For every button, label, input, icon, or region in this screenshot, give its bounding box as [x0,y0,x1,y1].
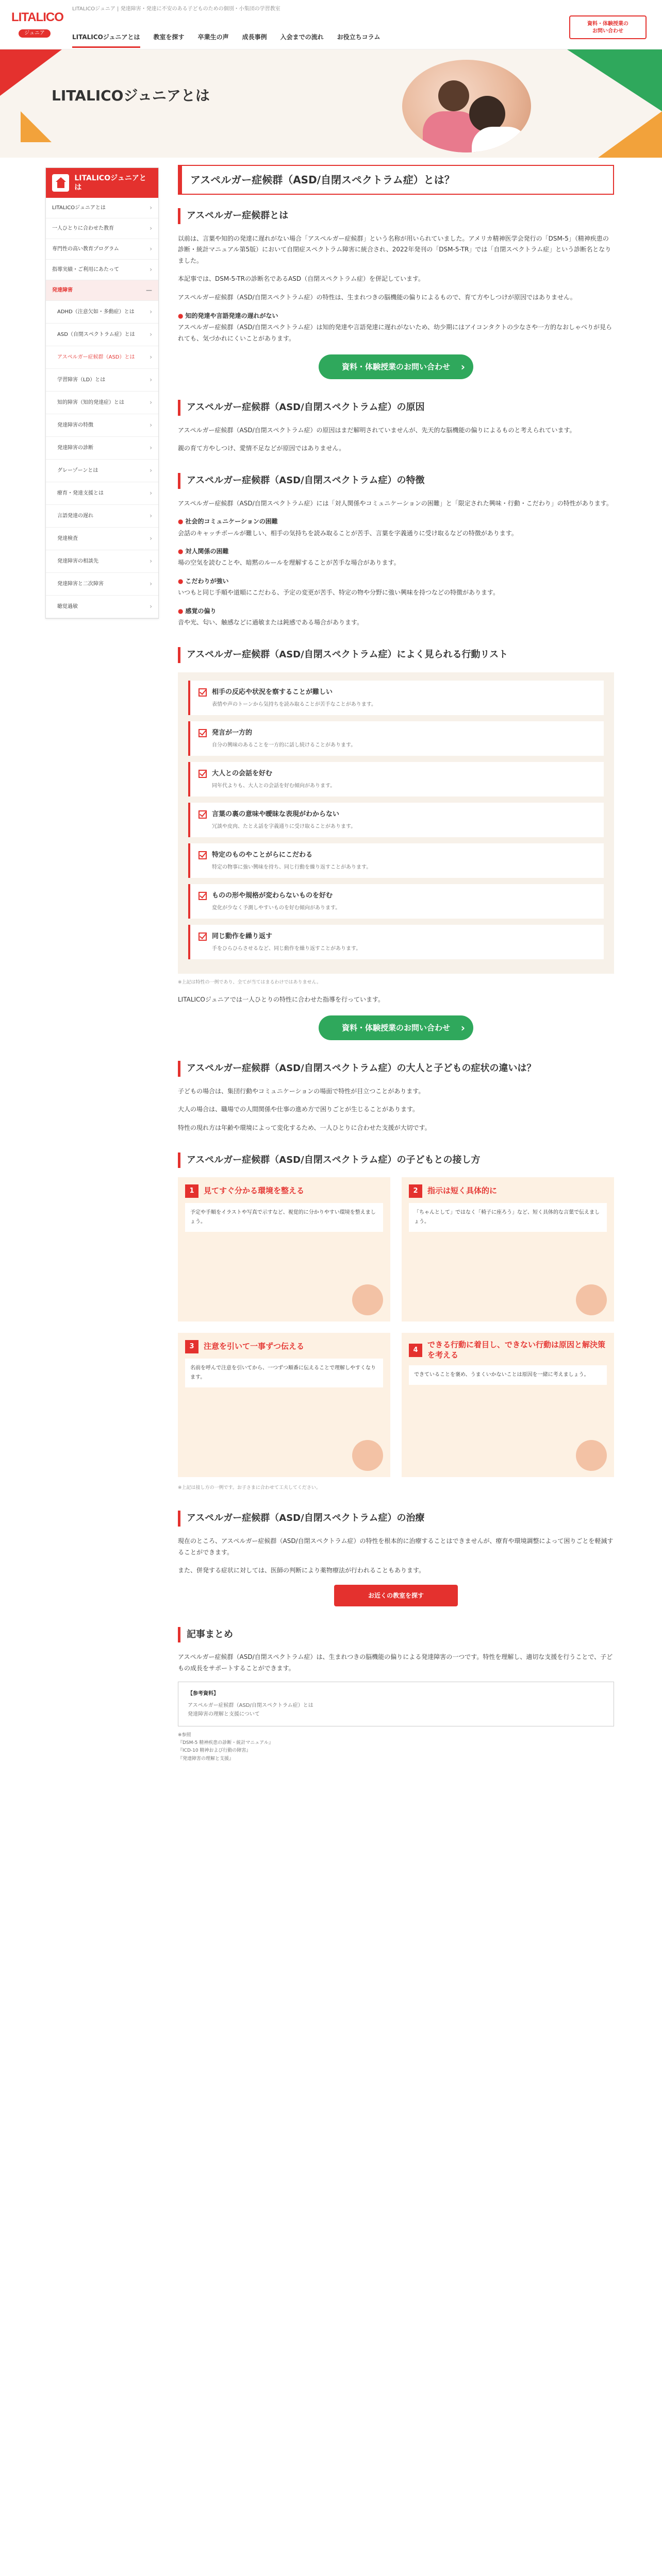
hero-decor-yellow [598,111,662,158]
paragraph: LITALICOジュニアでは一人ひとりの特性に合わせた指導を行っています。 [178,995,385,1003]
hero-decor-orange [21,111,52,142]
tip-number: 4 [409,1344,422,1357]
checklist-title: 大人との会話を好む [212,769,273,777]
sidebar-item-label: 発達障害の特徴 [57,422,93,428]
sidebar-item[interactable] [46,460,158,482]
sidebar-item-label: 学習障害（LD）とは [57,377,106,383]
sidebar-item-label: 専門性の高い教育プログラム [52,246,119,252]
paragraph: 音や光、匂い、触感などに過敏または鈍感である場合があります。 [178,619,363,626]
tip-title: 指示は短く具体的に [427,1186,498,1196]
chevron-right-icon: › [150,266,152,274]
chevron-right-icon: › [150,421,152,429]
paragraph: いつもと同じ手順や道順にこだわる、予定の変更が苦手、特定の物や分野に強い興味を持つなどの特徴があります。 [178,589,500,597]
paragraph: また、併発する症状に対しては、医師の判断により薬物療法が行われることもあります。 [178,1567,425,1574]
sidebar-item-label: 一人ひとりに合わせた教育 [52,226,114,231]
reference-link[interactable]: アスペルガー症候群（ASD/自閉スペクトラム症）とは [188,1702,313,1708]
find-classroom-button[interactable]: お近くの教室を探す [334,1585,458,1606]
sidebar-item-label: アスペルガー症候群（ASD）とは [57,354,135,360]
checklist-title: 言葉の裏の意味や曖昧な表現がわからない [212,810,340,818]
note: ※上記は特性の一例であり、全てが当てはまるわけではありません。 [178,980,322,986]
sidebar-item[interactable] [46,596,158,618]
contact-cta-button[interactable]: 資料・体験授業のお問い合わせ › [319,354,473,379]
chevron-right-icon: › [150,603,152,611]
section-cause [178,400,614,454]
hero-photo [402,60,531,152]
checklist-title: ものの形や規格が変わらないものを好む [212,892,333,900]
sidebar-item[interactable] [46,260,158,280]
checkbox-icon [198,810,207,819]
tip-card [178,1177,390,1321]
article-title: アスペルガー症候群（ASD/自閉スペクトラム症）とは？ [178,165,614,195]
checkbox-icon [198,688,207,697]
reference-item: 『発達障害の理解と支援』 [178,1756,234,1761]
checklist-item [188,803,604,837]
checklist-desc: 変化が少なく予測しやすいものを好む傾向があります。 [212,905,341,911]
chevron-right-icon: › [150,467,152,474]
checklist-desc: 特定の物事に強い興味を持ち、同じ行動を繰り返すことがあります。 [212,865,372,871]
contact-cta-button[interactable]: 資料・体験授業のお問い合わせ › [319,1015,473,1040]
section-heading: アスペルガー症候群（ASD/自閉スペクトラム症）の子どもとの接し方 [178,1153,614,1168]
child-illustration [352,1284,383,1315]
sidebar-item[interactable] [46,218,158,239]
reference-list [178,1732,614,1763]
sidebar-item[interactable] [46,437,158,460]
chevron-right-icon: › [150,376,152,384]
nav-cases[interactable]: 成長事例 [242,33,267,41]
nav-voices[interactable]: 卒業生の声 [197,33,229,41]
section-treatment [178,1511,614,1606]
checklist-desc: 手をひらひらさせるなど、同じ動作を繰り返すことがあります。 [212,946,361,952]
sidebar-item[interactable] [46,573,158,596]
tip-number: 1 [185,1184,198,1198]
tip-number: 2 [409,1184,422,1198]
section-about [178,208,614,379]
checklist-title: 同じ動作を繰り返す [212,933,273,941]
breadcrumb: LITALICOジュニア | 発達障害・発達に不安のある子どものための個別・小集団の学習教室 [72,6,280,12]
chevron-right-icon: › [150,331,152,338]
section-heading: アスペルガー症候群（ASD/自閉スペクトラム症）の治療 [178,1511,614,1527]
checkbox-icon [198,851,207,859]
sidebar-item-label: 発達障害 [52,287,73,293]
chevron-right-icon: › [150,580,152,588]
sidebar-item-label: ASD（自閉スペクトラム症）とは [57,332,135,337]
paragraph: アスペルガー症候群（ASD/自閉スペクトラム症）の原因はまだ解明されていませんが、先天的な脳機能の偏りによるものと考えられています。 [178,426,576,434]
tip-card [178,1333,390,1477]
sidebar-title: LITALICOジュニアとは [74,174,146,192]
house-icon [52,174,69,192]
sidebar-item-label: 言語発達の遅れ [57,513,93,519]
sidebar-item[interactable] [46,346,158,369]
paragraph: 会話のキャッチボールが難しい、相手の気持ちを読み取ることが苦手、言葉を字義通りに受け取るなどの特徴があります。 [178,529,518,537]
checklist-item [188,925,604,959]
chevron-right-icon: › [150,353,152,361]
paragraph: 場の空気を読むことや、暗黙のルールを理解することが苦手な場合があります。 [178,559,400,567]
reference-link[interactable]: 発達障害の理解と支援について [188,1711,260,1717]
paragraph: 親の育て方やしつけ、愛情不足などが原因ではありません。 [178,445,345,452]
global-nav [72,32,380,48]
paragraph: アスペルガー症候群（ASD/自閉スペクトラム症）には「対人関係やコミュニケーションの困難」と「限定された興味・行動・こだわり」の特性があります。 [178,499,613,507]
checklist-desc: 同年代よりも、大人との会話を好む傾向があります。 [212,783,336,789]
nav-about[interactable]: LITALICOジュニアとは [72,32,140,48]
nav-flow[interactable]: 入会までの流れ [280,33,324,41]
chevron-right-icon: › [150,308,152,316]
minus-icon: — [146,286,152,294]
sidebar-item-label: 発達障害の診断 [57,445,93,451]
paragraph: 現在のところ、アスペルガー症候群（ASD/自閉スペクトラム症）の特性を根本的に治療することはできませんが、療育や環境調整によって困りごとを軽減することができます。 [178,1537,614,1556]
tip-card [402,1177,614,1321]
checklist-item [188,884,604,919]
chevron-right-icon: › [150,489,152,497]
hero-banner [0,49,662,158]
sidebar-item-label: LITALICOジュニアとは [52,205,106,211]
chevron-right-icon: › [150,225,152,232]
behavior-checklist [178,672,614,974]
reference-item: 『ICD-10 精神および行動の障害』 [178,1748,251,1754]
reference-box [178,1682,614,1726]
site-header [0,0,662,49]
sub-heading: ● 対人関係の困難 [178,548,229,555]
checklist-item [188,762,604,796]
sub-heading: ● 社会的コミュニケーションの困難 [178,518,278,526]
tip-title: 注意を引いて一事ずつ伝える [204,1342,305,1351]
header-contact-button[interactable]: 資料・体験授業の お問い合わせ [569,15,647,39]
tips-grid [178,1177,614,1477]
sub-heading: ● 感覚の偏り [178,607,217,615]
chevron-right-icon: › [150,245,152,253]
sidebar-item[interactable] [46,239,158,260]
sidebar-header [46,168,158,198]
sidebar-item-label: ADHD（注意欠如・多動症）とは [57,309,135,315]
checklist-item [188,681,604,715]
chevron-right-icon: › [150,512,152,520]
sidebar-item-label: 発達検査 [57,536,78,541]
checkbox-icon [198,933,207,941]
sidebar-item[interactable] [46,301,158,324]
paragraph: 特性の現れ方は年齢や環境によって変化するため、一人ひとりに合わせた支援が大切です。 [178,1124,431,1131]
sidebar-item[interactable] [46,414,158,437]
checklist-item [188,843,604,878]
chevron-right-icon: › [150,535,152,543]
sidebar-item[interactable] [46,198,158,218]
paragraph: アスペルガー症候群（ASD/自閉スペクトラム症）の特性は、生まれつきの脳機能の偏りによるもので、育て方やしつけが原因ではありません。 [178,293,576,301]
section-heading: アスペルガー症候群（ASD/自閉スペクトラム症）の特徴 [178,473,614,489]
hero-title: LITALICOジュニアとは [52,87,210,104]
nav-classroom[interactable]: 教室を探す [153,33,185,41]
litalico-logo[interactable] [11,7,63,38]
tip-body: 「ちゃんとして」ではなく「椅子に座ろう」など、短く具体的な言葉で伝えましょう。 [409,1203,607,1232]
tip-body: 予定や手順をイラストや写真で示すなど、視覚的に分かりやすい環境を整えましょう。 [185,1203,383,1232]
tip-body: できていることを褒め、うまくいかないことは原因を一緒に考えましょう。 [409,1365,607,1385]
sidebar-item[interactable] [46,528,158,550]
sidebar-item-label: 発達障害と二次障害 [57,581,104,587]
paragraph: 子どもの場合は、集団行動やコミュニケーションの場面で特性が目立つことがあります。 [178,1087,425,1095]
reference-title: 【参考資料】 [188,1690,219,1697]
sidebar-item[interactable] [46,482,158,505]
section-heading: アスペルガー症候群（ASD/自閉スペクトラム症）の大人と子どもの症状の違いは？ [178,1061,614,1077]
tip-title: できる行動に着目し、できない行動は原因と解決策を考える [427,1340,606,1360]
logo-sub: ジュニア [19,29,51,38]
tip-title: 見てすぐ分かる環境を整える [204,1186,305,1196]
checklist-desc: 冗談や皮肉、たとえ話を字義通りに受け取ることがあります。 [212,824,356,830]
sidebar-item[interactable] [46,280,158,301]
tip-body: 名前を呼んで注意を引いてから、一つずつ順番に伝えることで理解しやすくなります。 [185,1359,383,1387]
section-checklist [178,647,614,1040]
sidebar-item[interactable] [46,392,158,414]
logo-word: LITALICO [11,10,63,24]
sub-heading: ● こだわりが強い [178,578,229,585]
sidebar-list [46,198,158,618]
tip-card [402,1333,614,1477]
checkbox-icon [198,892,207,900]
sidebar-item[interactable] [46,505,158,528]
paragraph: アスペルガー症候群（ASD/自閉スペクトラム症）は知的発達や言語発達に遅れがないため、幼少期にはアイコンタクトの少なさや一方的なおしゃべりが見られても、気づかれにくいことがあります。 [178,323,612,342]
chevron-right-icon: › [150,557,152,565]
sidebar [45,167,159,619]
hero-decor-green [567,49,662,111]
sidebar-item-label: 知的障害（知的発達症）とは [57,400,124,405]
sidebar-item-label: グレーゾーンとは [57,468,98,473]
checklist-title: 発言が一方的 [212,728,253,737]
tip-number: 3 [185,1340,198,1353]
section-heading: 記事まとめ [178,1627,614,1643]
reference-item: ※参照 [178,1732,191,1738]
checklist-title: 特定のものやことがらにこだわる [212,851,313,859]
note: ※上記は接し方の一例です。お子さまに合わせて工夫してください。 [178,1485,321,1491]
section-heading: アスペルガー症候群（ASD/自閉スペクトラム症）の原因 [178,400,614,416]
child-illustration [576,1440,607,1471]
checkbox-icon [198,770,207,778]
section-heading: アスペルガー症候群（ASD/自閉スペクトラム症）によく見られる行動リスト [178,647,614,663]
checklist-desc: 自分の興味のあることを一方的に話し続けることがあります。 [212,742,356,748]
bullet-icon: ● [178,312,184,319]
checklist-title: 相手の反応や状況を察することが難しい [212,688,333,696]
child-illustration [576,1284,607,1315]
chevron-right-icon: › [150,399,152,406]
sidebar-item-label: 聴覚過敏 [57,604,78,609]
child-illustration [352,1440,383,1471]
sidebar-item[interactable] [46,369,158,392]
section-features [178,473,614,629]
paragraph: アスペルガー症候群（ASD/自閉スペクトラム症）は、生まれつきの脳機能の偏りによる発達障害の一つです。特性を理解し、適切な支援を行うことで、子どもの成長をサポートすることができます。 [178,1653,613,1672]
paragraph: 以前は、言葉や知的の発達に遅れがない場合「アスペルガー症候群」という名称が用いられていました。アメリカ精神医学会発行の「DSM-5」（精神疾患の診断・統計マニュアル第5版）において自閉症スペクトラム障害に統合され、2022年発刊の「DSM-5-TR」では「自閉スペクトラム症」という診断名となりました。 [178,234,611,264]
sub-heading: ● 知的発達や言語発達の遅れがない [178,312,278,319]
sidebar-item[interactable] [46,550,158,573]
section-summary [178,1627,614,1763]
sidebar-item-label: 指導実績・ご利用にあたって [52,267,119,273]
checkbox-icon [198,729,207,737]
paragraph: 大人の場合は、職場での人間関係や仕事の進め方で困りごとが生じることがあります。 [178,1106,419,1113]
section-tips [178,1153,614,1493]
section-heading: アスペルガー症候群とは [178,208,614,224]
checklist-item [188,721,604,756]
main-content [178,165,614,1763]
section-adult-child [178,1061,614,1133]
chevron-right-icon: › [150,204,152,212]
nav-column[interactable]: お役立ちコラム [337,33,380,41]
paragraph: 本記事では、DSM-5-TRの診断名であるASD（自閉スペクトラム症）を併記しています。 [178,275,425,283]
sidebar-item-label: 発達障害の相談先 [57,558,98,564]
chevron-right-icon: › [150,444,152,452]
reference-item: 『DSM-5 精神疾患の診断・統計マニュアル』 [178,1740,273,1745]
sidebar-item-label: 療育・発達支援とは [57,490,104,496]
checklist-desc: 表情や声のトーンから気持ちを読み取ることが苦手なことがあります。 [212,701,376,707]
sidebar-item[interactable] [46,324,158,346]
